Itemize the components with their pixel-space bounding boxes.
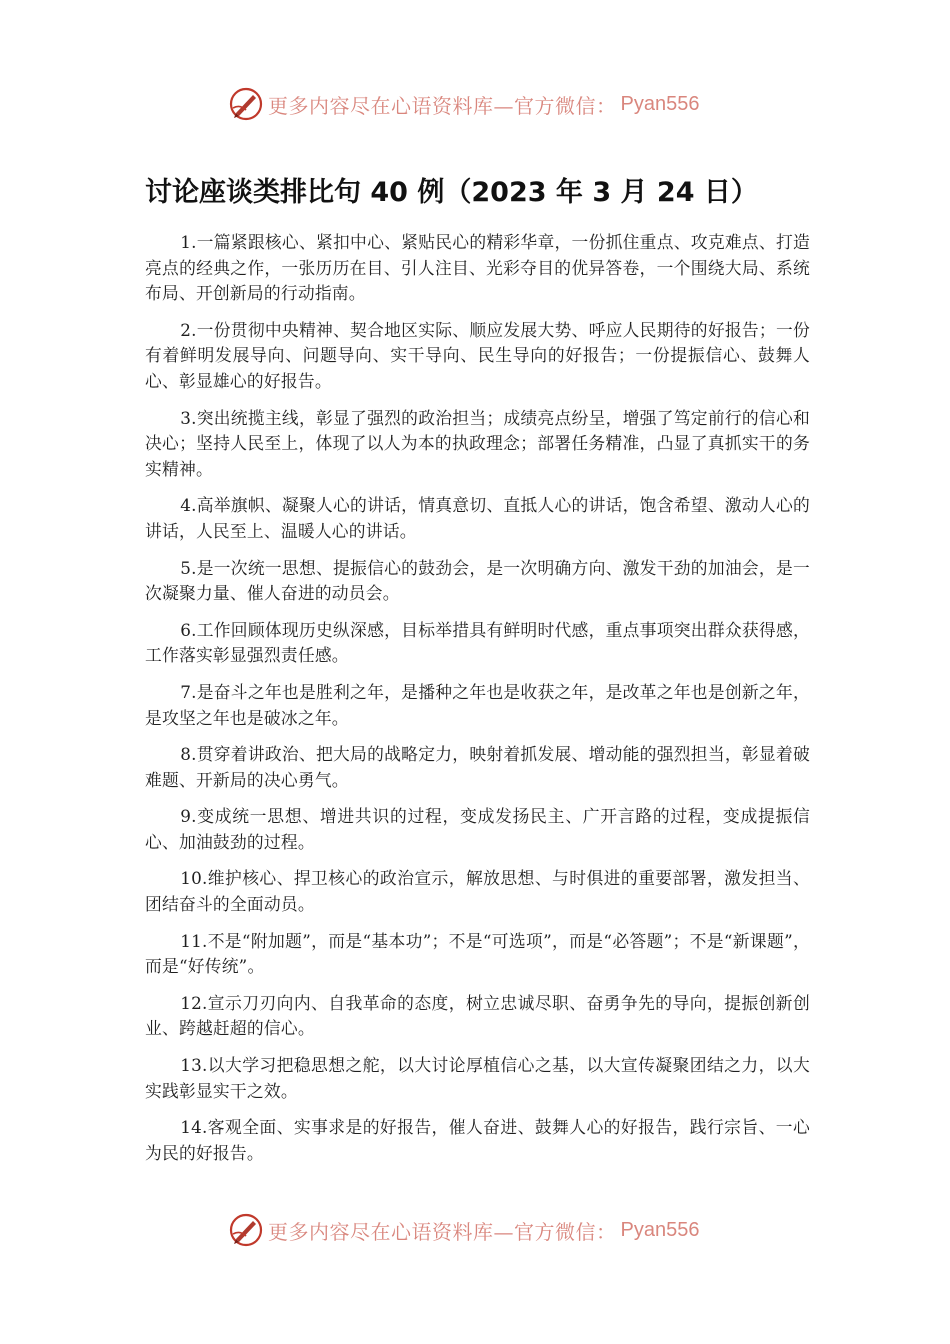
watermark-text: 更多内容尽在心语资料库—官方微信： [268, 93, 617, 118]
list-item: 4.高举旗帜、凝聚人心的讲话，情真意切、直抵人心的讲话，饱含希望、激动人心的讲话，人民至上、温暖人心的讲话。 [145, 495, 810, 541]
watermark-footer [228, 1210, 699, 1250]
list-item: 9.变成统一思想、增进共识的过程，变成发扬民主、广开言路的过程，变成提振信心、加油鼓劲的过程。 [145, 806, 810, 852]
watermark-header [228, 84, 699, 124]
list-item: 7.是奋斗之年也是胜利之年，是播种之年也是收获之年，是改革之年也是创新之年，是攻坚之年也是破冰之年。 [145, 681, 810, 728]
watermark-wechat-id: Pyan556 [620, 1218, 700, 1241]
watermark-wechat-id: Pyan556 [620, 92, 700, 115]
list-item: 10.维护核心、捍卫核心的政治宣示，解放思想、与时俱进的重要部署，激发担当、团结奋斗的全面动员。 [145, 868, 810, 915]
item-list [145, 230, 810, 1177]
list-item: 11.不是“附加题”，而是“基本功”；不是“可选项”，而是“必答题”；不是“新课题”，而是“好传统”。 [145, 930, 810, 977]
list-item: 12.宣示刀刃向内、自我革命的态度，树立忠诚尽职、奋勇争先的导向，提振创新创业、跨越赶超的信心。 [145, 992, 810, 1039]
list-item: 1.一篇紧跟核心、紧扣中心、紧贴民心的精彩华章，一份抓住重点、攻克难点、打造亮点的经典之作，一张历历在目、引人注目、光彩夺目的优异答卷，一个围绕大局、系统布局、开创新局的行动指南。 [145, 232, 810, 304]
list-item: 5.是一次统一思想、提振信心的鼓劲会，是一次明确方向、激发干劲的加油会，是一次凝聚力量、催人奋进的动员会。 [145, 557, 810, 604]
list-item: 6.工作回顾体现历史纵深感，目标举措具有鲜明时代感，重点事项突出群众获得感，工作落实彰显强烈责任感。 [145, 619, 810, 666]
list-item: 2.一份贯彻中央精神、契合地区实际、顺应发展大势、呼应人民期待的好报告；一份有着鲜明发展导向、问题导向、实干导向、民生导向的好报告；一份提振信心、鼓舞人心、彰显雄心的好报告。 [145, 319, 810, 391]
pen-logo-icon [228, 86, 264, 122]
list-item: 13.以大学习把稳思想之舵，以大讨论厚植信心之基，以大宣传凝聚团结之力，以大实践彰显实干之效。 [145, 1055, 810, 1101]
watermark-text: 更多内容尽在心语资料库—官方微信： [268, 1219, 617, 1244]
list-item: 3.突出统揽主线，彰显了强烈的政治担当；成绩亮点纷呈，增强了笃定前行的信心和决心；坚持人民至上，体现了以人为本的执政理念；部署任务精准，凸显了真抓实干的务实精神。 [145, 407, 810, 479]
pen-logo-icon [228, 1212, 264, 1248]
list-item: 8.贯穿着讲政治、把大局的战略定力，映射着抓发展、增动能的强烈担当，彰显着破难题、开新局的决心勇气。 [145, 744, 810, 790]
list-item: 14.客观全面、实事求是的好报告，催人奋进、鼓舞人心的好报告，践行宗旨、一心为民的好报告。 [145, 1117, 810, 1163]
document-title: 讨论座谈类排比句 40 例（2023 年 3 月 24 日） [145, 177, 758, 208]
